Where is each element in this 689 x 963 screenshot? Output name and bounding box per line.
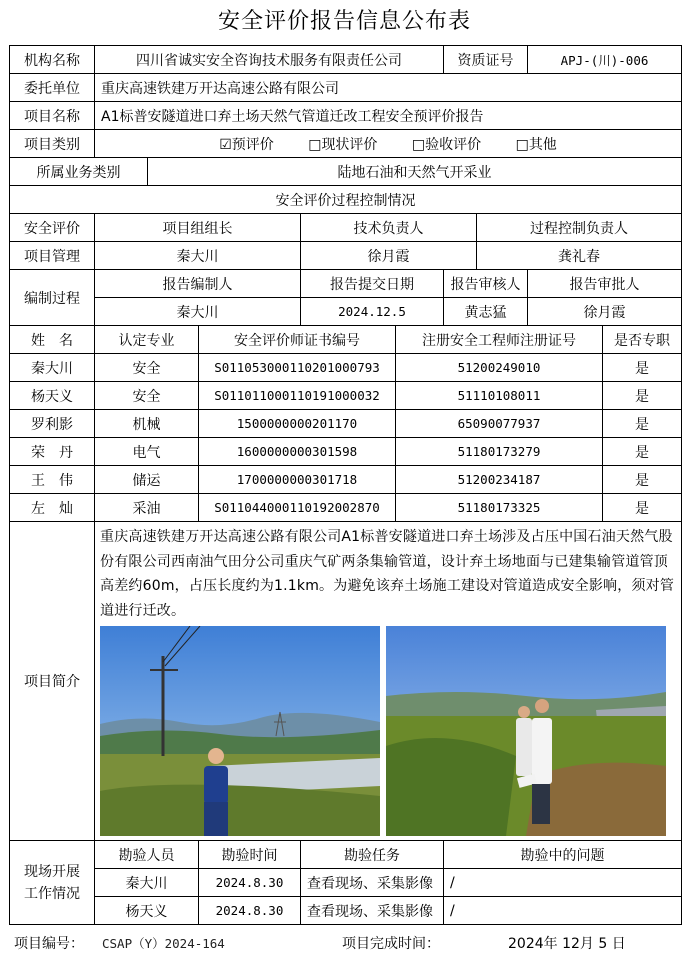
- management-value: 徐月霞: [301, 242, 477, 270]
- checkbox-icon: □: [515, 136, 529, 153]
- management-value: 龚礼春: [477, 242, 682, 270]
- project-label: 项目名称: [10, 102, 95, 130]
- table-row: 杨天义 安全 S011011000110191000032 51110108011 是: [10, 382, 682, 410]
- cert-value: APJ-(川)-006: [528, 46, 682, 74]
- management-label-top: 安全评价: [10, 214, 95, 242]
- compile-label: 编制过程: [10, 270, 95, 326]
- checked-box-icon: ☑: [219, 136, 232, 153]
- site-photo-2: [386, 626, 666, 836]
- table-row: 左 灿 采油 S011044000110192002870 51180173325 是: [10, 494, 682, 522]
- category-option-acceptance[interactable]: □验收评价: [411, 136, 482, 153]
- site-photo-1: [100, 626, 380, 836]
- checkbox-icon: □: [308, 136, 322, 153]
- footer: [14, 933, 679, 953]
- client-label: 委托单位: [10, 74, 95, 102]
- table-row: 秦大川 安全 S011053000110201000793 51200249010 是: [10, 354, 682, 382]
- staff-header: 安全评价师证书编号: [199, 326, 396, 354]
- page-title: 安全评价报告信息公布表: [217, 9, 471, 34]
- table-row: 荣 丹 电气 1600000000301598 51180173279 是: [10, 438, 682, 466]
- completion-label: 项目完成时间：: [342, 936, 440, 952]
- completion-value: 2024年 12月 5 日: [508, 936, 626, 952]
- management-header: 过程控制负责人: [477, 214, 682, 242]
- staff-header: 是否专职: [603, 326, 682, 354]
- site-photos: [100, 626, 678, 836]
- intro-label: 项目简介: [10, 522, 95, 841]
- staff-header: 认定专业: [95, 326, 199, 354]
- client-value: 重庆高速铁建万开达高速公路有限公司: [95, 74, 682, 102]
- management-header: 技术负责人: [301, 214, 477, 242]
- process-title: 安全评价过程控制情况: [10, 186, 682, 214]
- category-option-pre[interactable]: ☑预评价: [219, 136, 274, 153]
- compile-header: 报告编制人: [95, 270, 301, 298]
- project-value: A1标普安隧道进口弃土场天然气管道迁改工程安全预评价报告: [95, 102, 682, 130]
- category-label: 项目类别: [10, 130, 95, 158]
- checkbox-icon: □: [411, 136, 426, 153]
- table-row: 罗利影 机械 1500000000201170 65090077937 是: [10, 410, 682, 438]
- management-value: 秦大川: [95, 242, 301, 270]
- compile-value: 黄志猛: [444, 298, 528, 326]
- survey-header: 勘验时间: [199, 841, 301, 869]
- table-row: 王 伟 储运 1700000000301718 51200234187 是: [10, 466, 682, 494]
- intro-cell: [95, 522, 682, 841]
- survey-header: 勘验中的问题: [444, 841, 682, 869]
- category-option-current[interactable]: □现状评价: [308, 136, 378, 153]
- category-options: [95, 130, 682, 158]
- compile-value: 秦大川: [95, 298, 301, 326]
- staff-header: 姓 名: [10, 326, 95, 354]
- management-label-bottom: 项目管理: [10, 242, 95, 270]
- staff-header: 注册安全工程师注册证号: [396, 326, 603, 354]
- survey-header: 勘验人员: [95, 841, 199, 869]
- business-value: 陆地石油和天然气开采业: [148, 158, 682, 186]
- table-row: 秦大川 2024.8.30 查看现场、采集影像 /: [10, 869, 682, 897]
- institution-value: 四川省诚实安全咨询技术服务有限责任公司: [95, 46, 444, 74]
- survey-label: 现场开展 工作情况: [10, 841, 95, 925]
- project-code-value: CSAP（Y）2024-164: [102, 936, 225, 951]
- cert-label: 资质证号: [444, 46, 528, 74]
- table-row: 杨天义 2024.8.30 查看现场、采集影像 /: [10, 897, 682, 925]
- institution-label: 机构名称: [10, 46, 95, 74]
- management-header: 项目组组长: [95, 214, 301, 242]
- compile-date: 2024.12.5: [301, 298, 444, 326]
- info-table: [9, 45, 682, 925]
- business-label: 所属业务类别: [10, 158, 148, 186]
- project-code-label: 项目编号：: [14, 936, 84, 952]
- compile-header: 报告提交日期: [301, 270, 444, 298]
- survey-header: 勘验任务: [301, 841, 444, 869]
- compile-value: 徐月霞: [528, 298, 682, 326]
- category-option-other[interactable]: □其他: [515, 136, 557, 153]
- compile-header: 报告审核人: [444, 270, 528, 298]
- compile-header: 报告审批人: [528, 270, 682, 298]
- intro-text: 重庆高速铁建万开达高速公路有限公司A1标普安隧道进口弃土场涉及占压中国石油天然气股份有限公司西南油气田分公司重庆气矿两条集输管道，设计弃土场地面与已建集输管道管顶高差约60m，占压长度约为1.1km。为避免该弃土场施工建设对管道造成安全影响，须对管道进行迁改。: [100, 529, 675, 619]
